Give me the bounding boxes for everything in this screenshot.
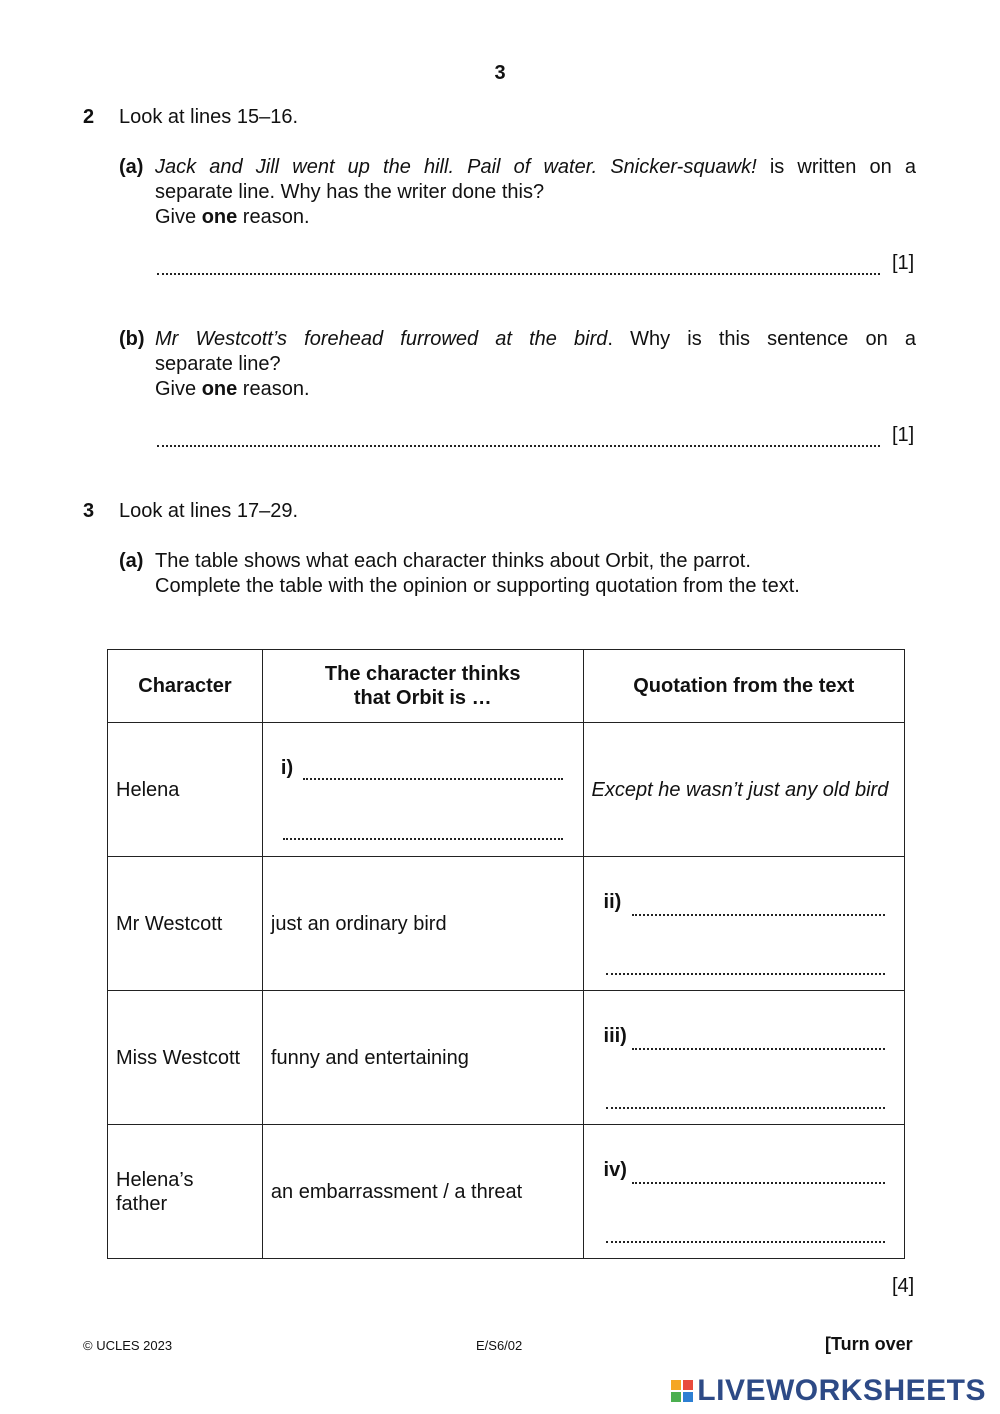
question-2a-mark: [1] xyxy=(892,252,915,274)
footer-copyright: © UCLES 2023 xyxy=(83,1338,173,1353)
cell-character: Mr Westcott xyxy=(108,857,263,991)
answer-label-ii: ii) xyxy=(603,891,622,913)
table-header-row xyxy=(108,650,905,723)
answer-line[interactable] xyxy=(283,838,563,840)
question-2-number: 2 xyxy=(83,106,95,128)
cell-opinion: funny and entertaining xyxy=(262,991,583,1125)
table-row xyxy=(108,991,905,1125)
logo-square xyxy=(683,1392,693,1402)
cell-opinion: just an ordinary bird xyxy=(262,857,583,991)
cell-character: Miss Westcott xyxy=(108,991,263,1125)
cell-opinion-answer[interactable] xyxy=(262,723,583,857)
question-3a-line1: The table shows what each character thinks about Orbit, the parrot. xyxy=(155,550,751,572)
cell-quotation-answer[interactable] xyxy=(583,1125,904,1259)
answer-line[interactable] xyxy=(606,1241,885,1243)
question-3-number: 3 xyxy=(83,500,95,522)
question-3a-label: (a) xyxy=(119,550,144,572)
cell-quotation: Except he wasn’t just any old bird xyxy=(583,723,904,857)
question-2a-instruction: Give one reason. xyxy=(155,206,310,228)
logo-square xyxy=(671,1380,681,1390)
footer-code: E/S6/02 xyxy=(476,1338,523,1353)
header-quotation: Quotation from the text xyxy=(583,650,904,723)
answer-line[interactable] xyxy=(632,1182,885,1184)
question-2-intro: Look at lines 15–16. xyxy=(119,106,299,128)
question-2b-instruction: Give one reason. xyxy=(155,378,310,400)
answer-label-i: i) xyxy=(280,757,294,779)
question-3a-line2: Complete the table with the opinion or supporting quotation from the text. xyxy=(155,575,800,597)
question-2a-line1-rest: is written on a xyxy=(756,156,916,178)
answer-label-iv: iv) xyxy=(603,1159,627,1181)
answer-line[interactable] xyxy=(632,914,885,916)
question-2a-answer-line[interactable] xyxy=(157,273,880,275)
question-2b-line1-rest: . Why is this sentence on a xyxy=(607,328,916,350)
cell-character: Helena’s father xyxy=(108,1125,263,1259)
question-3-intro: Look at lines 17–29. xyxy=(119,500,299,522)
question-2a-line1 xyxy=(155,155,916,180)
table-row xyxy=(108,857,905,991)
question-2b-answer-line[interactable] xyxy=(157,445,880,447)
header-character: Character xyxy=(108,650,263,723)
question-2b-line2: separate line? xyxy=(155,353,281,375)
question-2b-line1 xyxy=(155,327,916,352)
table-row xyxy=(108,1125,905,1259)
brand-name: LIVEWORKSHEETS xyxy=(697,1374,986,1407)
character-table xyxy=(107,649,905,1259)
logo-square xyxy=(671,1392,681,1402)
cell-opinion: an embarrassment / a threat xyxy=(262,1125,583,1259)
answer-line[interactable] xyxy=(303,778,563,780)
liveworksheets-logo-icon xyxy=(671,1380,693,1402)
question-2a-label: (a) xyxy=(119,156,144,178)
page-number: 3 xyxy=(494,62,506,84)
question-2b-label: (b) xyxy=(119,328,145,350)
answer-line[interactable] xyxy=(632,1048,885,1050)
cell-quotation-answer[interactable] xyxy=(583,991,904,1125)
question-2b-mark: [1] xyxy=(892,424,915,446)
cell-quotation-answer[interactable] xyxy=(583,857,904,991)
question-2a-quote: Jack and Jill went up the hill. Pail of water. Snicker-squawk! xyxy=(155,156,757,178)
liveworksheets-brand[interactable] xyxy=(671,1374,986,1408)
table-row xyxy=(108,723,905,857)
logo-square xyxy=(683,1380,693,1390)
question-3a-mark: [4] xyxy=(892,1275,915,1297)
question-2a-line2: separate line. Why has the writer done this? xyxy=(155,181,545,203)
answer-label-iii: iii) xyxy=(603,1025,627,1047)
answer-line[interactable] xyxy=(606,1107,885,1109)
question-2b-quote: Mr Westcott’s forehead furrowed at the bird xyxy=(155,328,608,350)
answer-line[interactable] xyxy=(606,973,885,975)
header-opinion: The character thinks that Orbit is … xyxy=(262,650,583,723)
cell-character: Helena xyxy=(108,723,263,857)
footer-turn-over: [Turn over xyxy=(825,1334,913,1354)
